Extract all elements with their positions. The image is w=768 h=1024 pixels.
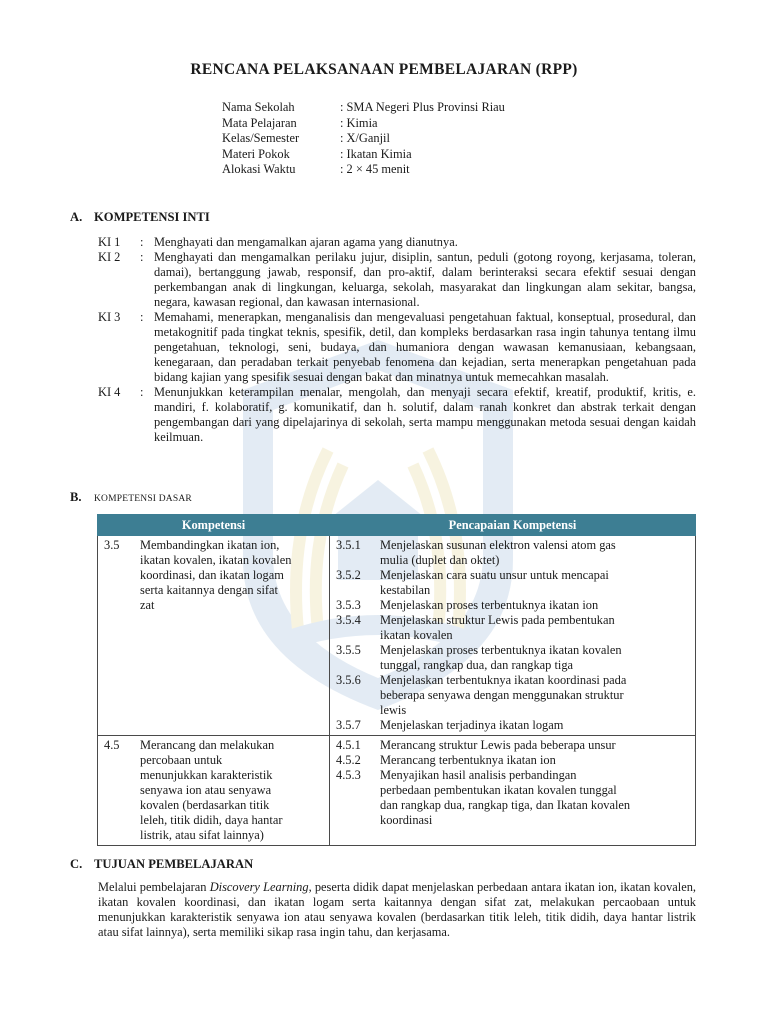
indikator-number: 4.5.3 (336, 768, 361, 782)
ki-code: KI 2 (98, 250, 121, 264)
kompetensi-number (98, 753, 140, 768)
indikator-text: Merancang struktur Lewis pada beberapa unsur (380, 738, 616, 752)
indikator-line (330, 673, 695, 688)
kompetensi-number (98, 813, 140, 828)
ki-code: KI 1 (98, 235, 121, 249)
identity-label: Mata Pelajaran (222, 115, 297, 130)
ki-text: Menghayati dan mengamalkan perilaku jujur, disiplin, santun, peduli (gotong royong, kerjasama, toleran, damai), bertanggung jawab, responsif, dan pro-aktif, dalam berinteraksi secara efektif sesuai dengan perkembangan anak di lingkungan, keluarga, sekolah, masyarakat dan lingkungan alam sekitar, bangsa, negara, kawasan regional, dan kawasan internasional. (154, 250, 696, 309)
identity-value: : SMA Negeri Plus Provinsi Riau (340, 100, 505, 114)
kompetensi-number (98, 828, 140, 843)
section-b-heading (70, 490, 192, 507)
indikator-number: 3.5.3 (336, 598, 361, 612)
indikator-number: 3.5.4 (336, 613, 361, 627)
kompetensi-number: 4.5 (104, 738, 120, 752)
indikator-cell (330, 536, 696, 736)
kompetensi-cell (98, 536, 330, 736)
ki-item (98, 385, 696, 445)
kompetensi-text: kovalen (berdasarkan titik (140, 798, 270, 812)
indikator-line (330, 813, 695, 828)
kompetensi-number (98, 568, 140, 583)
ki-colon: : (140, 385, 144, 399)
kompetensi-text: serta kaitannya dengan sifat (140, 583, 278, 597)
kompetensi-text: senyawa ion atau senyawa (140, 783, 272, 797)
section-c-title: TUJUAN PEMBELAJARAN (94, 857, 254, 871)
indikator-text: Menjelaskan terbentuknya ikatan koordinasi pada (380, 673, 627, 687)
kompetensi-line (98, 568, 329, 583)
kompetensi-text: koordinasi, dan ikatan logam (140, 568, 284, 582)
tujuan-after: , peserta didik dapat menjelaskan perbedaan antara ikatan ion, ikatan kovalen, ikatan kovalen koordinasi, dan ikatan logam serta kaitannya dengan sifat zat, melakukan percaobaan untuk menunjukkan karakteristik senyawa ion atau senyawa kovalen (berdasarkan titik leleh, titik didih, daya hantar listrik atau sifat lainnya), serta memiliki sikap rasa ingin tahu, dan kerjasama. (98, 880, 696, 939)
section-b-letter: B. (70, 490, 82, 504)
kompetensi-dasar-table (97, 514, 696, 846)
indikator-text: Menjelaskan proses terbentuknya ikatan kovalen (380, 643, 622, 657)
kompetensi-line (98, 768, 329, 783)
indikator-text: beberapa senyawa dengan menggunakan struktur (380, 688, 624, 702)
indikator-text: tunggal, rangkap dua, dan rangkap tiga (380, 658, 574, 672)
ki-text: Menghayati dan mengamalkan ajaran agama yang dianutnya. (154, 235, 458, 249)
indikator-text: ikatan kovalen (380, 628, 453, 642)
ki-code: KI 3 (98, 310, 121, 324)
kompetensi-line (98, 813, 329, 828)
table-header-row (98, 515, 696, 536)
ki-code: KI 4 (98, 385, 121, 399)
kompetensi-line (98, 783, 329, 798)
indikator-line (330, 798, 695, 813)
indikator-line (330, 738, 695, 753)
indikator-line (330, 783, 695, 798)
indikator-text: dan rangkap dua, rangkap tiga, dan Ikatan kovalen (380, 798, 631, 812)
ki-item (98, 250, 696, 310)
identity-label: Materi Pokok (222, 146, 290, 161)
identity-row (222, 116, 505, 132)
table-row (98, 736, 696, 846)
indikator-number: 3.5.5 (336, 643, 361, 657)
tujuan-paragraph (98, 880, 696, 940)
header-pencapaian: Pencapaian Kompetensi (330, 515, 696, 536)
kompetensi-text: Membandingkan ikatan ion, (140, 538, 280, 552)
indikator-number (330, 798, 380, 813)
indikator-cell (330, 736, 696, 846)
identity-label: Kelas/Semester (222, 131, 300, 145)
indikator-text: mulia (duplet dan oktet) (380, 553, 500, 567)
indikator-number: 3.5.2 (336, 568, 361, 582)
kompetensi-text: leleh, titik didih, daya hantar (140, 813, 283, 827)
indikator-number (330, 688, 380, 703)
table-row (98, 536, 696, 736)
header-kompetensi: Kompetensi (98, 515, 330, 536)
section-a-title: KOMPETENSI INTI (94, 210, 210, 224)
kompetensi-line (98, 738, 329, 753)
section-b-title: KOMPETENSI DASAR (94, 494, 192, 504)
kompetensi-line (98, 583, 329, 598)
indikator-text: kestabilan (380, 583, 431, 597)
kompetensi-text: percobaan untuk (140, 753, 223, 767)
document-title: RENCANA PELAKSANAAN PEMBELAJARAN (RPP) (190, 61, 578, 78)
indikator-number (330, 628, 380, 643)
indikator-line (330, 583, 695, 598)
indikator-text: Merancang terbentuknya ikatan ion (380, 753, 556, 767)
indikator-number (330, 813, 380, 828)
indikator-number: 4.5.2 (336, 753, 361, 767)
indikator-number: 4.5.1 (336, 738, 361, 752)
kompetensi-text: zat (140, 598, 155, 612)
identity-label: Nama Sekolah (222, 100, 295, 114)
indikator-line (330, 768, 695, 783)
kompetensi-text: menunjukkan karakteristik (140, 768, 273, 782)
indikator-line (330, 753, 695, 768)
indikator-number: 3.5.7 (336, 718, 361, 732)
ki-item (98, 310, 696, 385)
identity-row (222, 131, 505, 147)
kompetensi-text: Merancang dan melakukan (140, 738, 275, 752)
indikator-text: koordinasi (380, 813, 433, 827)
kompetensi-number (98, 768, 140, 783)
indikator-text: lewis (380, 703, 407, 717)
section-a-letter: A. (70, 210, 83, 224)
kompetensi-number: 3.5 (104, 538, 120, 552)
identity-block (222, 100, 505, 178)
ki-text: Memahami, menerapkan, menganalisis dan mengevaluasi pengetahuan faktual, konseptual, prosedural, dan metakognitif pada tingkat teknis, spesifik, detil, dan kompleks berdasarkan rasa ingin tahunya tentang ilmu pengetahuan, teknologi, seni, budaya, dan humaniora dengan wawasan kemanusiaan, kebangsaan, kenegaraan, dan peradaban terkait penyebab fenomena dan kejadian, serta menerapkan pengetahuan pada bidang kajian yang spesifik sesuai dengan bakat dan minatnya untuk memecahkan masalah. (154, 310, 696, 384)
kompetensi-line (98, 538, 329, 553)
identity-value: : Ikatan Kimia (340, 146, 412, 161)
indikator-line (330, 703, 695, 718)
indikator-text: Menjelaskan susunan elektron valensi atom gas (380, 538, 616, 552)
kompetensi-inti-list (98, 235, 696, 445)
indikator-text: Menyajikan hasil analisis perbandingan (380, 768, 577, 782)
identity-label: Alokasi Waktu (222, 162, 296, 176)
indikator-line (330, 598, 695, 613)
kompetensi-number (98, 798, 140, 813)
indikator-number (330, 783, 380, 798)
kompetensi-line (98, 798, 329, 813)
ki-colon: : (140, 310, 144, 324)
identity-value: : 2 × 45 menit (340, 162, 410, 176)
kompetensi-number (98, 553, 140, 568)
kompetensi-line (98, 598, 329, 613)
indikator-text: Menjelaskan cara suatu unsur untuk mencapai (380, 568, 609, 582)
ki-item (98, 235, 696, 250)
identity-value: : X/Ganjil (340, 131, 390, 145)
indikator-number (330, 658, 380, 673)
indikator-number (330, 583, 380, 598)
section-a-heading (70, 210, 210, 225)
indikator-line (330, 613, 695, 628)
identity-row (222, 100, 505, 116)
tujuan-before: Melalui pembelajaran (98, 880, 210, 894)
kompetensi-line (98, 828, 329, 843)
tujuan-method: Discovery Learning (209, 880, 309, 894)
identity-row (222, 147, 505, 163)
ki-text: Menunjukkan keterampilan menalar, mengolah, dan menyaji secara efektif, kreatif, produktif, kritis, e. mandiri, f. kolaboratif, g. komunikatif, dan h. solutif, dalam ranah konkret dan abstrak terkait dengan pengembangan dari yang dipelajarinya di sekolah, serta mampu menggunakan metoda sesuai dengan kaidah keilmuan. (154, 385, 696, 444)
kompetensi-number (98, 598, 140, 613)
section-c-heading (70, 857, 253, 872)
kompetensi-number (98, 783, 140, 798)
indikator-line (330, 688, 695, 703)
section-c-letter: C. (70, 857, 83, 871)
identity-value: : Kimia (340, 115, 378, 130)
indikator-text: Menjelaskan struktur Lewis pada pembentukan (380, 613, 615, 627)
indikator-number (330, 703, 380, 718)
indikator-text: Menjelaskan terjadinya ikatan logam (380, 718, 564, 732)
indikator-line (330, 538, 695, 553)
kompetensi-line (98, 753, 329, 768)
indikator-line (330, 568, 695, 583)
indikator-line (330, 643, 695, 658)
kompetensi-line (98, 553, 329, 568)
ki-colon: : (140, 235, 144, 249)
kompetensi-number (98, 583, 140, 598)
indikator-text: Menjelaskan proses terbentuknya ikatan ion (380, 598, 599, 612)
kompetensi-text: ikatan kovalen, ikatan kovalen (140, 553, 292, 567)
kompetensi-text: listrik, atau sifat lainnya) (140, 828, 264, 842)
indikator-text: perbedaan pembentukan ikatan kovalen tunggal (380, 783, 617, 797)
indikator-line (330, 553, 695, 568)
indikator-number: 3.5.1 (336, 538, 361, 552)
indikator-line (330, 718, 695, 733)
kompetensi-cell (98, 736, 330, 846)
ki-colon: : (140, 250, 144, 264)
indikator-line (330, 658, 695, 673)
indikator-line (330, 628, 695, 643)
indikator-number (330, 553, 380, 568)
identity-row (222, 162, 505, 178)
indikator-number: 3.5.6 (336, 673, 361, 687)
